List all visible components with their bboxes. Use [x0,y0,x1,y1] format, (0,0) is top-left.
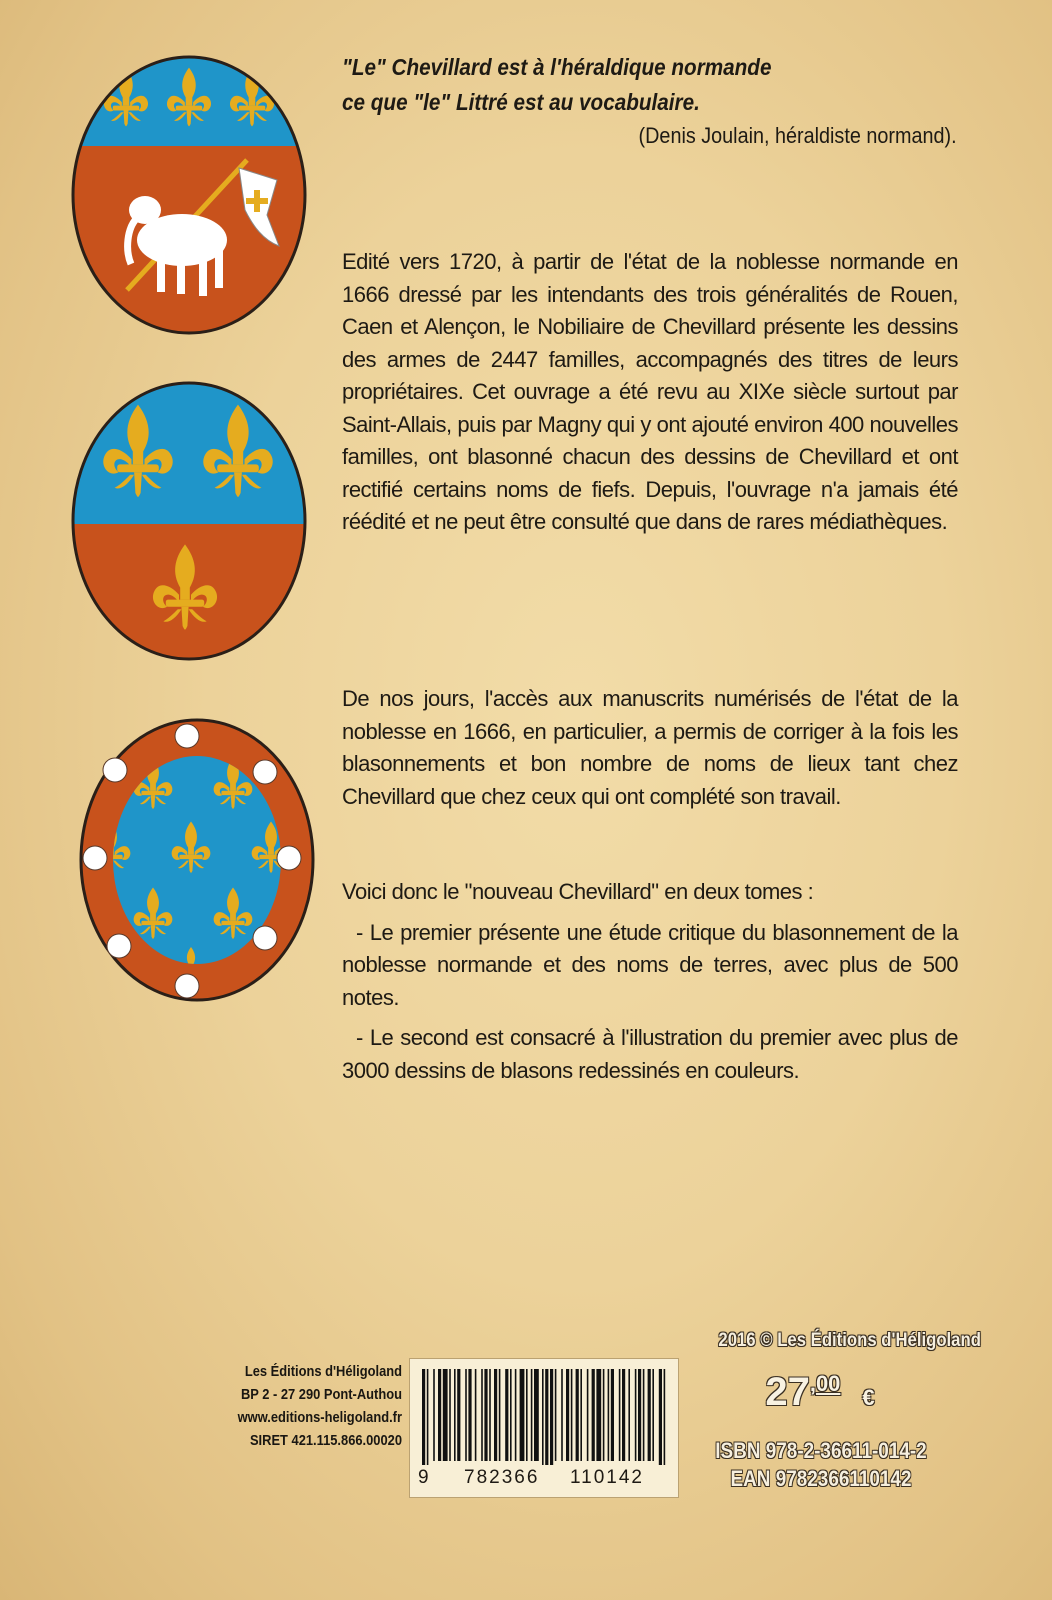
barcode-bar [520,1369,525,1461]
barcode-bar [499,1369,501,1461]
barcode-bar [475,1369,477,1461]
paragraph-manuscripts: De nos jours, l'accès aux manuscrits numérisés de l'état de la noblesse en 1666, en particulier, a permis de corriger à la fois les blasonnements et bon nombre de noms de lieux tant chez Chevillard que chez ceux qui ont complété son travail. [342,686,958,809]
barcode-bar [622,1369,625,1461]
isbn-block [705,1437,937,1493]
volumes-lead: Voici donc le "nouveau Chevillard" en deux tomes : [342,879,814,904]
barcode-bar [457,1369,460,1461]
copyright: 2016 © Les Éditions d'Héligoland [718,1330,981,1351]
barcode-bar [643,1369,645,1461]
barcode-group-1: 782366 [464,1467,540,1488]
isbn: ISBN 978-2-36611-014-2 [715,1438,927,1463]
barcode-bar [561,1369,563,1461]
barcode-bar [465,1369,467,1461]
price-whole: 27 [765,1370,810,1414]
barcode-bar [443,1369,448,1461]
barcode-bar [449,1369,451,1461]
price [690,1370,950,1415]
barcode-bar [510,1369,512,1461]
barcode-bar [628,1369,630,1461]
barcode-bar [505,1369,508,1461]
volume-item-2: - Le second est consacré à l'illustration du premier avec plus de 3000 dessins de blasons redessinés en couleurs. [342,1025,958,1083]
barcode-bars [418,1369,672,1465]
publisher-siret: SIRET 421.115.866.00020 [249,1432,402,1449]
barcode-bar [531,1369,533,1461]
shield-bordure [75,710,319,1010]
barcode-bar [576,1369,579,1461]
shield-fleurs [67,376,311,666]
barcode-bar [664,1369,666,1465]
publisher-address: BP 2 - 27 290 Pont-Authou [240,1386,402,1403]
quote-attribution: (Denis Joulain, héraldiste normand). [638,123,957,148]
barcode-bar [555,1369,557,1461]
barcode-digit-lead: 9 [418,1467,431,1488]
barcode-bar [580,1369,582,1461]
quote-line-2: ce que "le" Littré est au vocabulaire. [342,89,700,115]
barcode-bar [635,1369,637,1461]
barcode-bar [587,1369,589,1461]
barcode-bar [619,1369,621,1461]
barcode-group-2: 110142 [570,1467,644,1488]
barcode-bar [515,1369,517,1461]
barcode-bar [534,1369,539,1461]
barcode-bar [438,1369,441,1461]
barcode-bar [592,1369,595,1461]
barcode-bar [545,1369,548,1465]
barcode-bar [454,1369,456,1461]
publisher-name: Les Éditions d'Héligoland [244,1363,402,1380]
barcode-bar [611,1369,614,1461]
paragraph-history: Edité vers 1720, à partir de l'état de la noblesse normande en 1666 dressé par les intendants des trois généralités de Rouen, Caen et Alençon, le Nobiliaire de Chevillard présente les dessins des armes de 2447 familles, accompagnés des titres de leurs propriétaires. Cet ouvrage a été revu au XIXe siècle surtout par Saint-Allais, puis par Magny qui y ont ajouté environ 400 nouvelles familles, ont blasonné chacun des dessins de Chevillard et ont rectifié certains noms de fiefs. Depuis, l'ouvrage n'a jamais été réédité et ne peut être consulté que dans de rares médiathèques. [342,249,958,534]
barcode-bar [433,1369,435,1461]
barcode-bar [652,1369,654,1461]
quote-line-1: "Le" Chevillard est à l'héraldique normande [342,54,772,80]
barcode-bar [484,1369,487,1461]
barcode-bar [481,1369,483,1461]
barcode-bar [422,1369,425,1465]
price-currency: € [862,1385,875,1410]
ean: EAN 9782366110142 [730,1466,912,1491]
barcode-bar [550,1369,553,1465]
barcode-bar [526,1369,528,1461]
barcode-bar [608,1369,610,1461]
shield-lamb [67,50,311,340]
barcode-bar [427,1369,429,1465]
barcode-bar [468,1369,471,1461]
publisher-website: www.editions-heligoland.fr [237,1409,402,1426]
epigraph-quote [342,50,962,152]
barcode-bar [571,1369,573,1461]
barcode-bar [603,1369,605,1461]
publisher-info [220,1360,402,1452]
barcode-bar [494,1369,497,1461]
barcode-bar [638,1369,641,1461]
barcode-bar [648,1369,651,1461]
barcode [409,1358,679,1498]
barcode-bar [489,1369,491,1461]
barcode-bar [542,1369,544,1465]
barcode-bar [659,1369,662,1465]
barcode-bar [596,1369,601,1461]
volume-item-1: - Le premier présente une étude critique du blasonnement de la noblesse normande et des noms de terres, avec plus de 500 notes. [342,919,958,1010]
barcode-bar [566,1369,569,1461]
paragraph-volumes [342,876,958,1095]
price-decimal: ,00 [809,1371,841,1396]
